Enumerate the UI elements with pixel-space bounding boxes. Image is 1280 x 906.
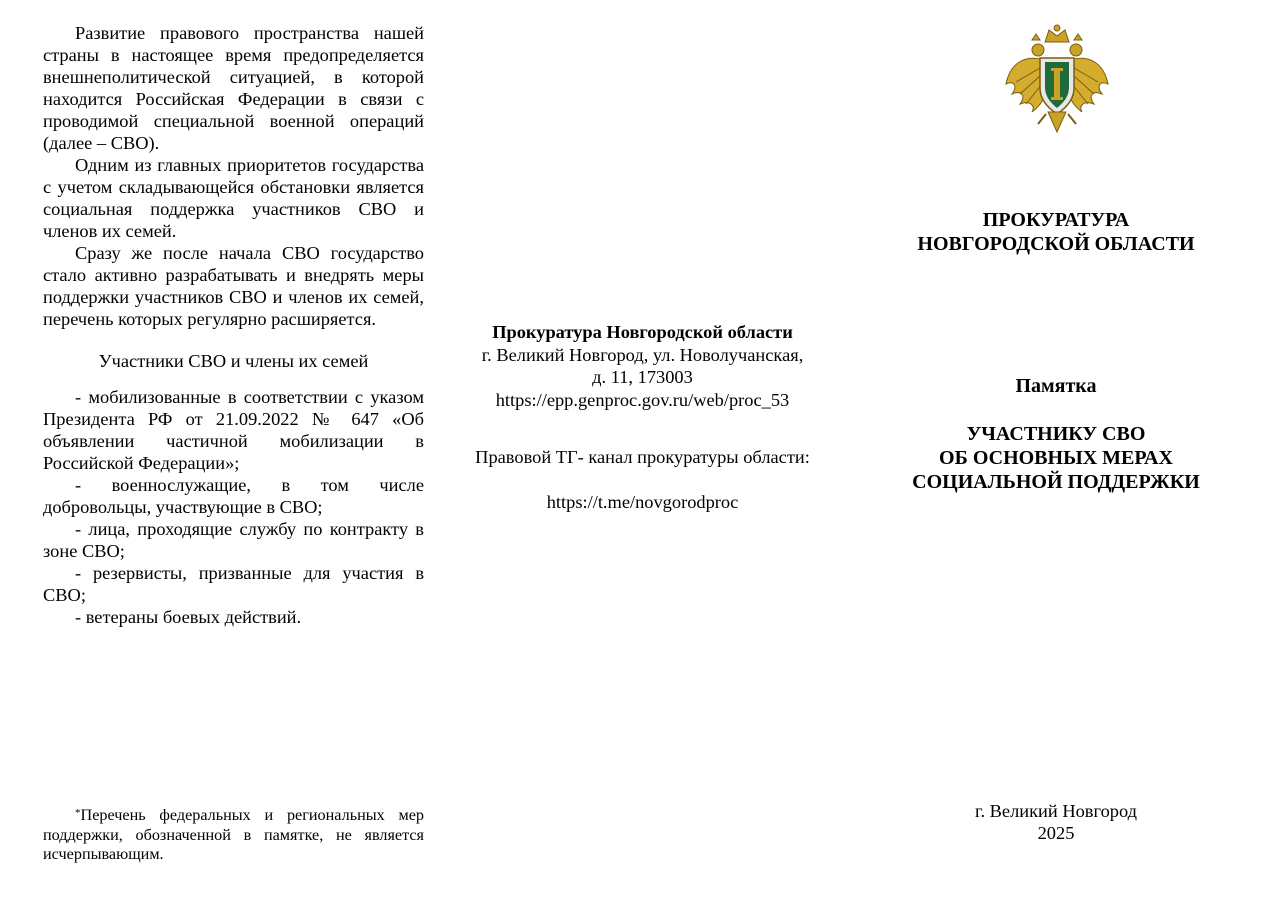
list-item: - лица, проходящие службу по контракту в зоне СВО;	[43, 519, 424, 561]
contact-website-link[interactable]: https://epp.genproc.gov.ru/web/proc_53	[495, 389, 790, 410]
footnote-mark: *	[75, 807, 81, 819]
list-item: - военнослужащие, в том числе добровольцы, участвующие в СВО;	[43, 475, 424, 517]
list-item: - резервисты, призванные для участия в СВО;	[43, 563, 424, 605]
intro-paragraph-3: Сразу же после начала СВО государство стало активно разрабатывать и внедрять меры поддержки участников СВО и членов их семей, перечень которых регулярно расширяется.	[43, 243, 424, 329]
memo-title-line2: ОБ ОСНОВНЫХ МЕРАХ	[939, 447, 1173, 469]
publication-year: 2025	[1037, 823, 1075, 843]
list-item: - мобилизованные в соответствии с указом Президента РФ от 21.09.2022 № 647 «Об объявлении частичной мобилизации в Российской Федерации»;	[43, 387, 424, 473]
memo-title	[880, 422, 1232, 494]
participants-list	[43, 386, 424, 628]
city-year-block	[880, 800, 1232, 844]
intro-paragraph-1: Развитие правового пространства нашей страны в настоящее время предопределяется внешнеполитической ситуацией, в которой находится Российская Федерации в связи с проводимой специальной военной операций (далее – СВО).	[43, 23, 424, 153]
contact-org-name: Прокуратура Новгородской области	[492, 322, 793, 342]
contact-address-line1: г. Великий Новгород, ул. Новолучанская,	[481, 344, 804, 365]
footnote-text: Перечень федеральных и региональных мер поддержки, обозначенной в памятке, не является исчерпывающим.	[43, 806, 424, 863]
intro-paragraph-2: Одним из главных приоритетов государства с учетом складывающейся обстановки является социальная поддержка участников СВО и членов их семей.	[43, 155, 424, 241]
tg-channel-link[interactable]: https://t.me/novgorodproc	[546, 492, 739, 512]
memo-label: Памятка	[1015, 375, 1097, 397]
left-column	[43, 22, 424, 628]
org-title-line1: ПРОКУРАТУРА	[982, 209, 1130, 231]
org-title	[880, 208, 1232, 256]
contact-address-line2: д. 11, 173003	[592, 367, 693, 387]
prosecutor-emblem-icon	[1004, 24, 1110, 138]
footnote	[43, 806, 424, 865]
memo-title-line1: УЧАСТНИКУ СВО	[966, 423, 1146, 445]
org-title-line2: НОВГОРОДСКОЙ ОБЛАСТИ	[917, 233, 1195, 255]
tg-channel-label: Правовой ТГ- канал прокуратуры области:	[475, 447, 810, 467]
contact-block	[455, 321, 830, 411]
participants-heading: Участники СВО и члены их семей	[98, 351, 369, 371]
memo-title-line3: СОЦИАЛЬНОЙ ПОДДЕРЖКИ	[912, 471, 1200, 493]
list-item: - ветераны боевых действий.	[75, 607, 302, 627]
city-name: г. Великий Новгород	[975, 801, 1137, 821]
